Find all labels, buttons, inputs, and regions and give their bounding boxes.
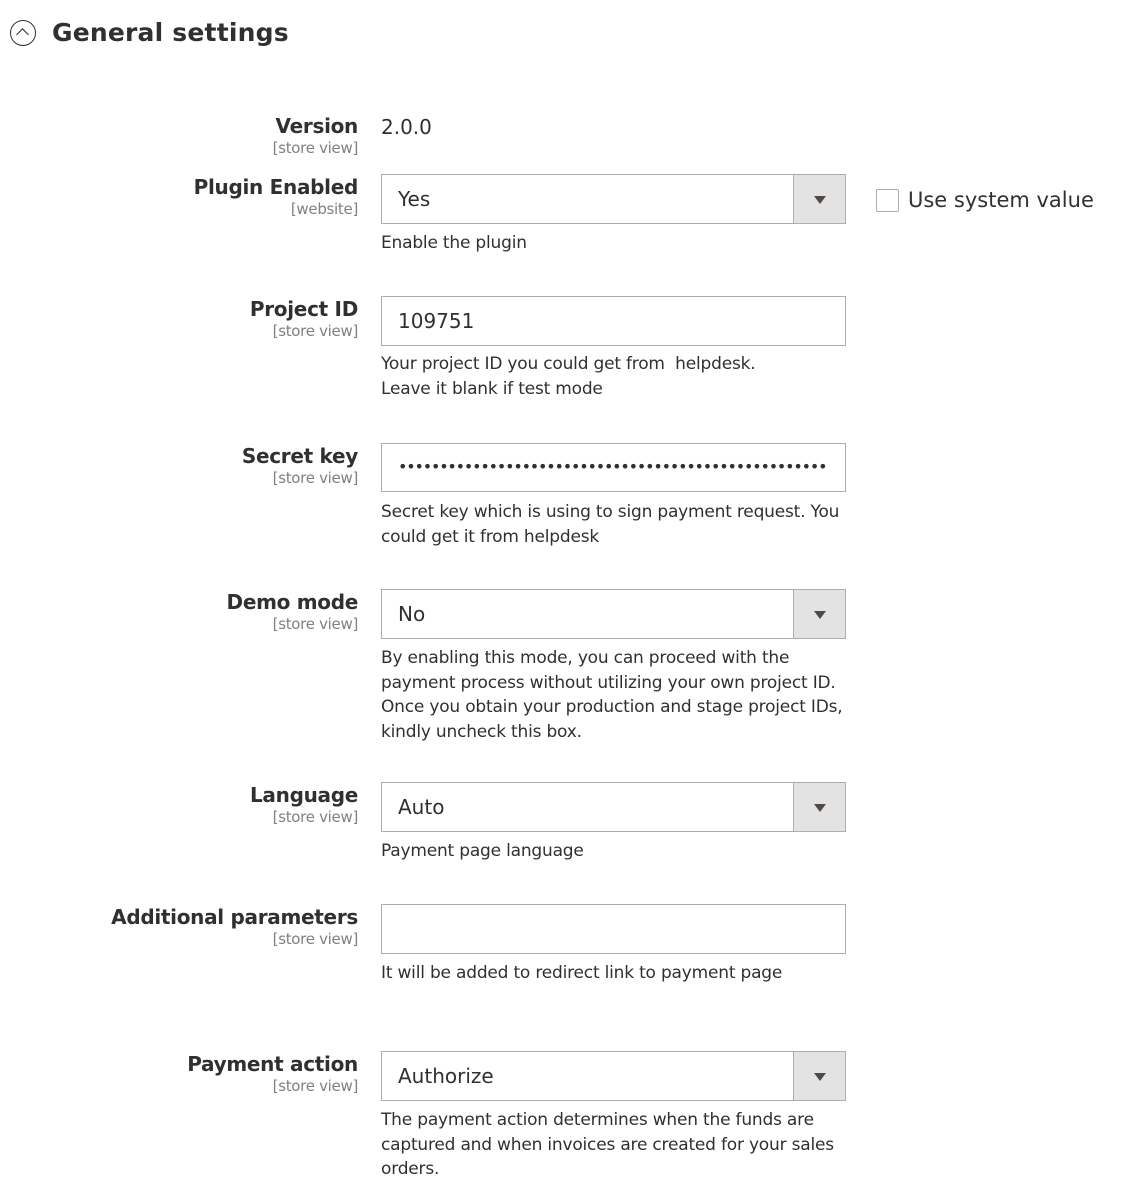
language-select[interactable] xyxy=(381,782,846,832)
scope-text: [website] xyxy=(290,200,358,218)
secret-key-input[interactable] xyxy=(381,443,846,492)
demo-mode-select[interactable] xyxy=(381,589,846,639)
field-label-project-id xyxy=(250,297,358,341)
field-note: Enable the plugin xyxy=(381,233,527,253)
scope-text: [store view] xyxy=(272,808,358,826)
section-title: General settings xyxy=(52,18,289,47)
scope-text: [store view] xyxy=(272,615,358,633)
scope-text: [store view] xyxy=(272,930,358,948)
label-text: Project ID xyxy=(249,297,358,321)
use-system-value[interactable] xyxy=(876,188,1094,212)
dropdown-arrow-icon[interactable] xyxy=(793,175,845,223)
note-line: Leave it blank if test mode xyxy=(381,378,603,399)
field-note: The payment action determines when the funds are captured and when invoices are created for your sales orders. xyxy=(381,1110,834,1179)
password-value: •••••••••••••••••••••••••••••••••••••••••••••••••••• xyxy=(398,457,827,476)
scope-text: [store view] xyxy=(272,139,358,157)
label-text: Payment action xyxy=(187,1052,358,1076)
chevron-up-circle-icon[interactable] xyxy=(10,20,36,46)
field-label-additional-parameters xyxy=(111,905,358,949)
field-note: It will be added to redirect link to payment page xyxy=(381,963,783,983)
scope-text: [store view] xyxy=(272,322,358,340)
note-line: Your project ID you could get from helpdesk. xyxy=(381,354,756,374)
project-id-input[interactable] xyxy=(381,296,846,346)
field-label-secret-key xyxy=(242,444,358,488)
use-system-value-label[interactable]: Use system value xyxy=(908,188,1094,212)
scope-text: [store view] xyxy=(272,469,358,487)
select-value: Auto xyxy=(398,795,445,819)
plugin-enabled-select[interactable] xyxy=(381,174,846,224)
label-text: Language xyxy=(249,783,358,807)
payment-action-select[interactable] xyxy=(381,1051,846,1101)
label-text: Demo mode xyxy=(226,590,358,614)
field-label-demo-mode xyxy=(227,590,358,634)
label-text: Additional parameters xyxy=(111,905,358,929)
select-value: Authorize xyxy=(398,1064,494,1088)
version-value: 2.0.0 xyxy=(381,115,432,139)
select-value: Yes xyxy=(398,187,431,211)
dropdown-arrow-icon[interactable] xyxy=(793,590,845,638)
label-text: Version xyxy=(275,114,358,138)
label-text: Plugin Enabled xyxy=(193,175,358,199)
select-value: No xyxy=(398,602,426,626)
dropdown-arrow-icon[interactable] xyxy=(793,1052,845,1100)
field-label-version xyxy=(273,114,358,158)
section-toggle[interactable] xyxy=(10,18,289,47)
field-note xyxy=(381,352,851,401)
field-label-language xyxy=(250,783,358,827)
field-note: By enabling this mode, you can proceed with the payment process without utilizing your own project ID. Once you obtain your production and stage project IDs, kindly uncheck this box. xyxy=(381,648,843,742)
label-text: Secret key xyxy=(241,444,358,468)
dropdown-arrow-icon[interactable] xyxy=(793,783,845,831)
field-note: Secret key which is using to sign payment request. You could get it from helpdesk xyxy=(381,502,840,547)
use-system-value-checkbox[interactable] xyxy=(876,189,899,212)
field-label-plugin-enabled xyxy=(194,175,358,219)
additional-parameters-input[interactable] xyxy=(381,904,846,954)
input-value: 109751 xyxy=(398,309,475,333)
scope-text: [store view] xyxy=(272,1077,358,1095)
field-note: Payment page language xyxy=(381,841,584,861)
field-label-payment-action xyxy=(187,1052,358,1096)
